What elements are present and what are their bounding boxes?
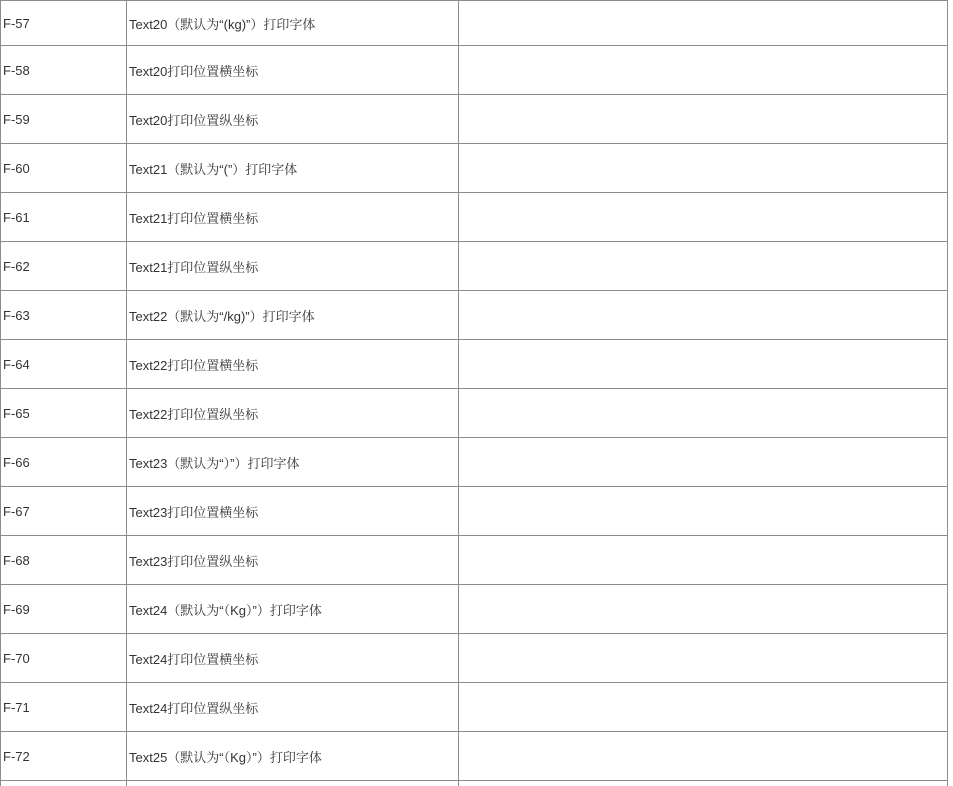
table-row — [1, 193, 948, 242]
row-description: Text21打印位置纵坐标 — [127, 242, 459, 291]
row-description: Text23打印位置纵坐标 — [127, 536, 459, 585]
table-row — [1, 1, 948, 46]
row-description: Text24打印位置横坐标 — [127, 634, 459, 683]
row-code: F-72 — [1, 732, 127, 781]
row-value — [459, 242, 948, 291]
row-code: F-70 — [1, 634, 127, 683]
row-description: Text22（默认为“/kg)”）打印字体 — [127, 291, 459, 340]
row-value — [459, 487, 948, 536]
row-description: Text25（默认为“（Kg）”）打印字体 — [127, 732, 459, 781]
row-description: Text20打印位置纵坐标 — [127, 95, 459, 144]
row-description: Text21（默认为“(”）打印字体 — [127, 144, 459, 193]
table-row — [1, 291, 948, 340]
table-row — [1, 781, 948, 786]
row-code: F-62 — [1, 242, 127, 291]
table-row — [1, 340, 948, 389]
row-value — [459, 1, 948, 46]
row-description: Text20打印位置横坐标 — [127, 46, 459, 95]
row-value — [459, 438, 948, 487]
row-code: F-69 — [1, 585, 127, 634]
row-value — [459, 291, 948, 340]
row-value — [459, 683, 948, 732]
row-value — [459, 340, 948, 389]
row-value — [459, 585, 948, 634]
row-code: F-57 — [1, 1, 127, 46]
row-code: F-59 — [1, 95, 127, 144]
row-code: F-61 — [1, 193, 127, 242]
table-row — [1, 46, 948, 95]
row-code: F-60 — [1, 144, 127, 193]
row-description: Text22打印位置横坐标 — [127, 340, 459, 389]
row-description: Text21打印位置横坐标 — [127, 193, 459, 242]
row-description: Text24（默认为“（Kg）”）打印字体 — [127, 585, 459, 634]
table-row — [1, 487, 948, 536]
table-row — [1, 683, 948, 732]
table-row — [1, 634, 948, 683]
table-body — [1, 1, 948, 786]
row-code: F-66 — [1, 438, 127, 487]
row-code: F-64 — [1, 340, 127, 389]
row-description: Text22打印位置纵坐标 — [127, 389, 459, 438]
row-code: F-67 — [1, 487, 127, 536]
row-code: F-63 — [1, 291, 127, 340]
table-row — [1, 95, 948, 144]
row-description: Text20（默认为“(kg)”）打印字体 — [127, 1, 459, 46]
row-value — [459, 732, 948, 781]
row-description — [127, 781, 459, 786]
row-code: F-58 — [1, 46, 127, 95]
row-code: F-71 — [1, 683, 127, 732]
row-value — [459, 389, 948, 438]
row-description: Text24打印位置纵坐标 — [127, 683, 459, 732]
row-value — [459, 536, 948, 585]
table-row — [1, 144, 948, 193]
row-description: Text23打印位置横坐标 — [127, 487, 459, 536]
table-row — [1, 389, 948, 438]
row-value — [459, 46, 948, 95]
row-value — [459, 781, 948, 786]
table-row — [1, 732, 948, 781]
table-row — [1, 536, 948, 585]
table-row — [1, 585, 948, 634]
row-code: F-68 — [1, 536, 127, 585]
row-value — [459, 634, 948, 683]
row-code: F-65 — [1, 389, 127, 438]
table-row — [1, 438, 948, 487]
table-row — [1, 242, 948, 291]
row-description: Text23（默认为“）”）打印字体 — [127, 438, 459, 487]
row-value — [459, 95, 948, 144]
row-code — [1, 781, 127, 786]
row-value — [459, 144, 948, 193]
row-value — [459, 193, 948, 242]
